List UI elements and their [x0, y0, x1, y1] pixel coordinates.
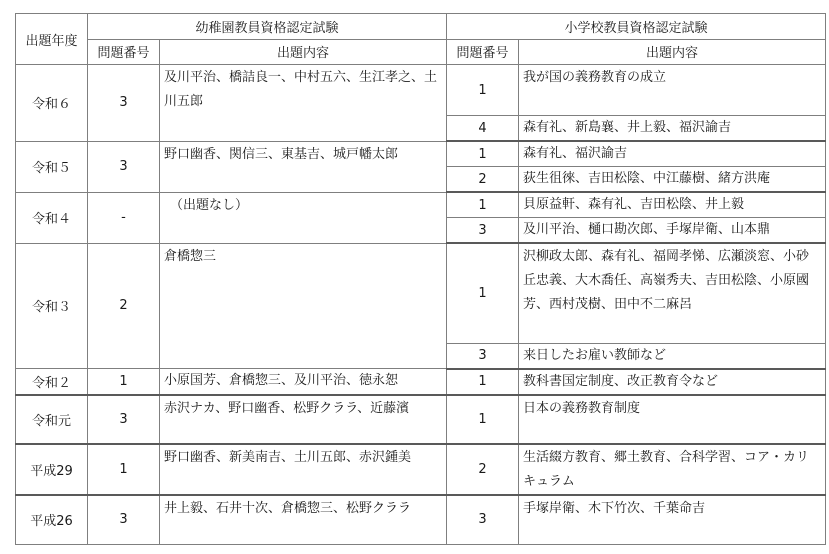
elem-content-cell: 沢柳政太郎、森有礼、福岡孝悌、広瀬淡窓、小砂丘忠義、大木喬任、高嶺秀夫、吉田松陰、小原國芳、西村茂樹、田中不二麻呂: [519, 243, 826, 343]
elem-content-cell: 生活綴方教育、郷土教育、合科学習、コア・カリキュラム: [519, 444, 826, 495]
header-kinder-exam: 幼稚園教員資格認定試験: [88, 14, 447, 40]
elem-content-cell: 森有礼、福沢諭吉: [519, 141, 826, 167]
year-cell: 平成29: [16, 444, 88, 495]
exam-table: [15, 13, 826, 545]
kinder-no-cell: 1: [88, 444, 160, 495]
kinder-content-cell: （出題なし）: [160, 192, 447, 243]
elem-no-cell: 1: [447, 395, 519, 444]
elem-no-cell: 1: [447, 141, 519, 167]
kinder-content-cell: 野口幽香、新美南吉、土川五郎、赤沢鍾美: [160, 444, 447, 495]
elem-content-cell: 貝原益軒、森有礼、吉田松陰、井上毅: [519, 192, 826, 218]
elem-no-cell: 1: [447, 65, 519, 116]
kinder-no-cell: 3: [88, 495, 160, 545]
kinder-content-cell: 倉橋惣三: [160, 243, 447, 369]
kinder-no-cell: 1: [88, 369, 160, 395]
header-kinder-content: 出題内容: [160, 39, 447, 65]
header-elem-content: 出題内容: [519, 39, 826, 65]
elem-no-cell: 3: [447, 495, 519, 545]
year-cell: 令和４: [16, 192, 88, 243]
kinder-no-cell: -: [88, 192, 160, 243]
kinder-content-cell: 及川平治、橋詰良一、中村五六、生江孝之、土川五郎: [160, 65, 447, 142]
elem-content-cell: 森有礼、新島襄、井上毅、福沢諭吉: [519, 116, 826, 142]
header-elem-exam: 小学校教員資格認定試験: [447, 14, 826, 40]
kinder-no-cell: 3: [88, 65, 160, 142]
kinder-content-cell: 赤沢ナカ、野口幽香、松野クララ、近藤濱: [160, 395, 447, 444]
elem-no-cell: 1: [447, 369, 519, 395]
elem-no-cell: 2: [447, 167, 519, 193]
header-elem-problem-no: 問題番号: [447, 39, 519, 65]
elem-no-cell: 3: [447, 343, 519, 369]
kinder-content-cell: 井上毅、石井十次、倉橋惣三、松野クララ: [160, 495, 447, 545]
year-cell: 令和元: [16, 395, 88, 444]
elem-no-cell: 1: [447, 192, 519, 218]
elem-content-cell: 日本の義務教育制度: [519, 395, 826, 444]
elem-no-cell: 3: [447, 218, 519, 244]
header-year: 出題年度: [16, 14, 88, 65]
elem-no-cell: 2: [447, 444, 519, 495]
kinder-content-cell: 小原国芳、倉橋惣三、及川平治、徳永恕: [160, 369, 447, 395]
year-cell: 平成26: [16, 495, 88, 545]
elem-content-cell: 我が国の義務教育の成立: [519, 65, 826, 116]
elem-no-cell: 1: [447, 243, 519, 343]
kinder-no-cell: 3: [88, 395, 160, 444]
elem-content-cell: 荻生徂徠、吉田松陰、中江藤樹、緒方洪庵: [519, 167, 826, 193]
kinder-content-cell: 野口幽香、関信三、東基吉、城戸幡太郎: [160, 141, 447, 192]
year-cell: 令和５: [16, 141, 88, 192]
year-cell: 令和６: [16, 65, 88, 142]
elem-no-cell: 4: [447, 116, 519, 142]
year-cell: 令和２: [16, 369, 88, 395]
kinder-no-cell: 2: [88, 243, 160, 369]
header-kinder-problem-no: 問題番号: [88, 39, 160, 65]
elem-content-cell: 教科書国定制度、改正教育令など: [519, 369, 826, 395]
year-cell: 令和３: [16, 243, 88, 369]
elem-content-cell: 手塚岸衛、木下竹次、千葉命吉: [519, 495, 826, 545]
elem-content-cell: 及川平治、樋口勘次郎、手塚岸衛、山本鼎: [519, 218, 826, 244]
kinder-no-cell: 3: [88, 141, 160, 192]
elem-content-cell: 来日したお雇い教師など: [519, 343, 826, 369]
